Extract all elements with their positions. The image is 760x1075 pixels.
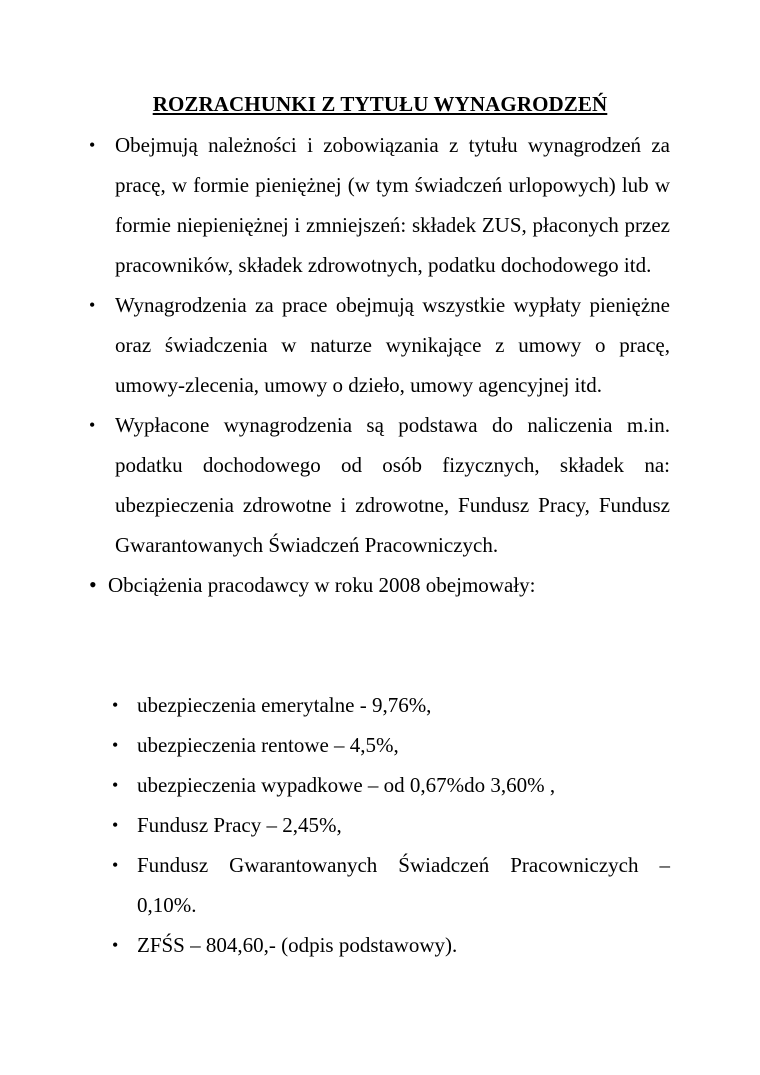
list-item <box>0 285 670 405</box>
list-item <box>0 565 670 605</box>
sub-list-item <box>0 805 670 845</box>
list-item-text: Wypłacone wynagrodzenia są podstawa do naliczenia m.in. podatku dochodowego od osób fizycznych, składek na: ubezpieczenia zdrowotne i zdrowotne, Fundusz Pracy, Fundusz Gwarantowanych Świadczeń Pracowniczych. <box>115 413 670 557</box>
bullet-icon: • <box>112 695 119 715</box>
bullet-icon: • <box>112 735 119 755</box>
list-item <box>0 125 670 285</box>
sub-bullet-list <box>0 685 760 965</box>
sub-list-item <box>0 925 670 965</box>
bullet-icon: • <box>89 135 96 155</box>
bullet-icon: • <box>89 572 97 597</box>
main-bullet-list <box>0 125 760 605</box>
sub-list-item <box>0 845 670 925</box>
sub-list-item-text: ubezpieczenia emerytalne - 9,76%, <box>137 693 432 717</box>
sub-list-item-text: Fundusz Gwarantowanych Świadczeń Pracowniczych – 0,10%. <box>137 853 670 917</box>
bullet-icon: • <box>112 855 119 875</box>
list-item <box>0 405 670 565</box>
sub-list-item <box>0 765 670 805</box>
list-item-text: Obciążenia pracodawcy w roku 2008 obejmowały: <box>108 573 536 597</box>
bullet-icon: • <box>89 415 96 435</box>
sub-list-item-text: ubezpieczenia wypadkowe – od 0,67%do 3,60% , <box>137 773 556 797</box>
sub-list-item <box>0 685 670 725</box>
bullet-icon: • <box>89 295 96 315</box>
sub-list-item-text: Fundusz Pracy – 2,45%, <box>137 813 342 837</box>
list-item-text: Wynagrodzenia za prace obejmują wszystkie wypłaty pieniężne oraz świadczenia w naturze wynikające z umowy o pracę, umowy-zlecenia, umowy o dzieło, umowy agencyjnej itd. <box>115 293 670 397</box>
bullet-icon: • <box>112 775 119 795</box>
sub-list-item-text: ubezpieczenia rentowe – 4,5%, <box>137 733 399 757</box>
document-title: ROZRACHUNKI Z TYTUŁU WYNAGRODZEŃ <box>152 92 608 116</box>
bullet-icon: • <box>112 815 119 835</box>
list-item-text: Obejmują należności i zobowiązania z tytułu wynagrodzeń za pracę, w formie pieniężnej (w tym świadczeń urlopowych) lub w formie niepieniężnej i zmniejszeń: składek ZUS, płaconych przez pracowników, składek zdrowotnych, podatku dochodowego itd. <box>115 133 670 277</box>
sub-list-item <box>0 725 670 765</box>
sub-list-item-text: ZFŚS – 804,60,- (odpis podstawowy). <box>137 933 458 957</box>
bullet-icon: • <box>112 935 119 955</box>
